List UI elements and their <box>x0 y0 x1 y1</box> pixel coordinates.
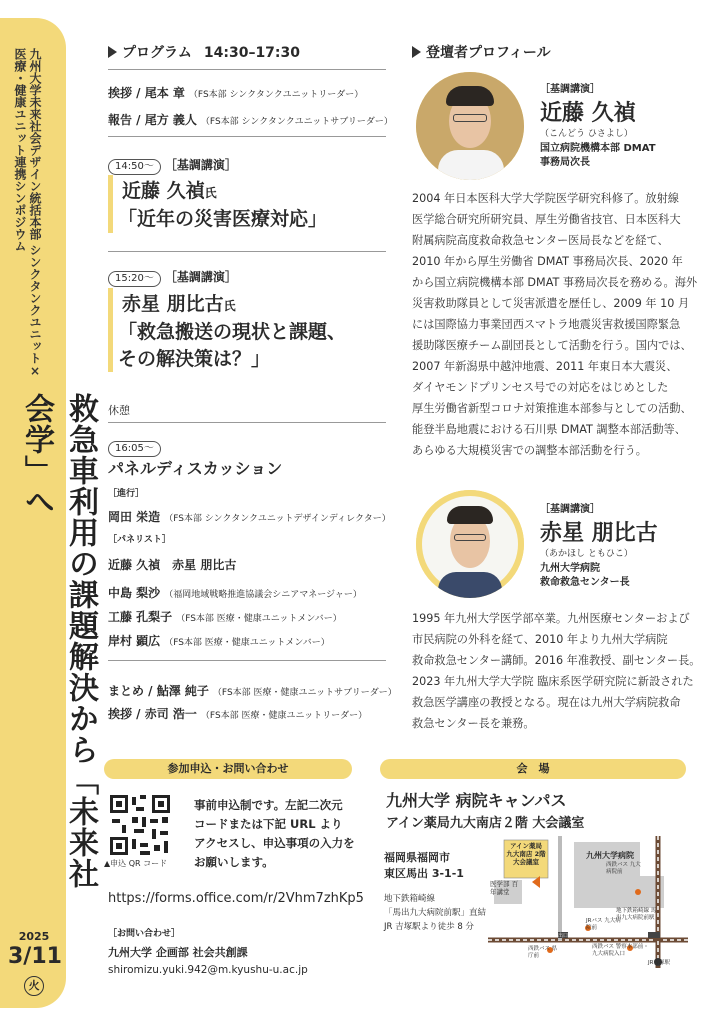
speaker1-kana: （こんどう ひさよし） <box>540 129 633 139</box>
break-label: 休憩 <box>108 404 130 417</box>
greeting-row: 挨拶 / 尾本 章 （FS本部 シンクタンクユニットリーダー） <box>108 86 364 100</box>
talk2-title-line2: その解決策は？」 <box>118 348 271 370</box>
triangle-icon <box>108 46 117 58</box>
panelists-heading: ［パネリスト］ <box>108 535 171 545</box>
contact-org: 九州大学 企画部 社会共創課 <box>108 946 248 959</box>
map-label-hospital: 九州大学病院 <box>586 851 634 860</box>
venue-address: 福岡県福岡市 東区馬出 3-1-1 <box>384 851 464 880</box>
speaker2-photo <box>416 490 524 598</box>
speaker1-affiliation: 国立病院機構本部 DMAT 事務局次長 <box>540 143 656 168</box>
event-year: 2025 <box>18 930 50 943</box>
talk2-header: 15:20～ ［基調講演］ <box>108 266 237 287</box>
map-label-nishibus2: 西鉄バス 警察本部前・九大病院入口 <box>592 944 649 957</box>
contact-heading: ［お問い合わせ］ <box>108 929 181 939</box>
talk2-title-line1: 「救急搬送の現状と課題、 <box>118 321 347 343</box>
triangle-icon <box>412 46 421 58</box>
event-title: 救急車利用の課題解決から「未来社会学」へ <box>19 393 98 889</box>
contact-email-link[interactable]: shiromizu.yuki.942@m.kyushu-u.ac.jp <box>108 964 308 976</box>
map-label-jr: JR吉塚駅 <box>648 960 670 966</box>
talk2-speaker: 赤星 朋比古氏 <box>122 293 236 315</box>
talk1-header: 14:50～ ［基調講演］ <box>108 154 237 175</box>
venue-name: 九州大学 病院キャンパス <box>386 791 567 810</box>
map-label-kenchomae: 西鉄バス 県庁前 <box>528 946 558 959</box>
speaker1-bio: 2004 年日本医科大学大学院医学研究科修了。放射線 医学総合研究所研究員、厚生労働省技官、日本医科大 附属病院高度救命救急センター医局長などを経て、 2010 年から厚生労働省 DMAT 事務局次長、2020 年 から国立病院機構本部 DMAT 事務局次長を務める。海外 災害救助隊員として災害派遣を歴任し、2009 年 10 月 には国際協力事業団西スマトラ地震災害救援国際緊急 援助隊医療チーム副団長として活動を行う。国内では、 2007 年新潟県中越沖地震、2011 年東日本大震災、 ダイヤモンドプリンセス号での対応をはじめとした 厚生労働省新型コロナ対策推進本部参与としての活動、 能登半島地震における石川県 DMAT 調整本部活動等、 あらゆる大規模災害での調整本部活動を行う。 <box>412 192 698 457</box>
map-label-pharmacy: アイン薬局 九大南店 2階 大会議室 <box>506 842 546 866</box>
program-heading: プログラム 14:30–17:30 <box>108 42 300 62</box>
speaker1-role: ［基調講演］ <box>540 84 600 95</box>
map-label-exit: 出口 <box>558 933 569 939</box>
moderator-heading: ［進行］ <box>108 489 145 499</box>
speaker2-role: ［基調講演］ <box>540 504 600 515</box>
speaker1-name: 近藤 久禎 <box>540 101 636 126</box>
panelists-main: 近藤 久禎 赤星 朋比古 <box>108 558 237 572</box>
map-label-nishibus: 西鉄バス 九大病院前 <box>606 862 641 875</box>
venue-room: アイン薬局九大南店２階 大会議室 <box>386 816 585 831</box>
venue-access: 地下鉄箱崎線 「馬出九大病院前駅」直結 JR 吉塚駅より徒歩 8 分 <box>384 894 487 932</box>
event-weekday: 火 <box>24 976 44 996</box>
speaker1-photo <box>416 72 524 180</box>
event-subtitle: 九州大学未来社会デザイン統括本部 シンクタンクユニット×医療・健康ユニット連携シンポジウム <box>13 48 42 379</box>
speaker2-bio: 1995 年九州大学医学部卒業。九州医療センターおよび 市民病院の外科を経て、2010 年より九州大学病院 救命救急センター講師。2016 年准教授、副センター長。 2023 年九州大学大学院 臨床系医学研究院に新設された 救急医学講座の教授となる。現在は九州大学病院救命 救急センター長を兼務。 <box>412 612 701 730</box>
panelist-row: 中島 梨沙 （福岡地域戦略推進協議会シニアマネージャー） <box>108 586 362 600</box>
qr-code-icon[interactable] <box>110 795 170 855</box>
map-label-jrbus: JRバス 九大病院前 <box>586 918 621 931</box>
apply-url-link[interactable]: https://forms.office.com/r/2Vhm7zhKp5 <box>108 891 364 906</box>
title-band <box>0 18 98 1008</box>
apply-heading: 参加申込・お問い合わせ <box>104 759 352 779</box>
apply-instructions: 事前申込制です。左記二次元 コードまたは下記 URL より アクセスし、申込事項の入力を お願いします。 <box>194 798 355 869</box>
panelist-row: 岸村 顕広 （FS本部 医療・健康ユニットメンバー） <box>108 634 330 648</box>
closing-row: 挨拶 / 赤司 浩一 （FS本部 医療・健康ユニットリーダー） <box>108 707 368 721</box>
talk1-speaker: 近藤 久禎氏 <box>122 180 217 202</box>
event-date: 3/11 <box>8 944 62 969</box>
report-row: 報告 / 尾方 義人 （FS本部 シンクタンクユニットサブリーダー） <box>108 113 393 127</box>
map-label-station: 地下鉄箱崎線 馬出九大病院前駅 <box>616 908 657 921</box>
profile-heading: 登壇者プロフィール <box>412 42 551 62</box>
venue-heading: 会 場 <box>380 759 686 779</box>
speaker2-kana: （あかほし ともひこ） <box>540 549 633 559</box>
moderator-row: 岡田 栄造 （FS本部 シンクタンクユニットデザインディレクター） <box>108 510 391 524</box>
panelist-row: 工藤 孔梨子 （FS本部 医療・健康ユニットメンバー） <box>108 610 342 624</box>
panel-time: 16:05～ <box>108 436 165 457</box>
venue-map <box>488 836 688 968</box>
talk1-title: 「近年の災害医療対応」 <box>118 208 328 230</box>
panel-title: パネルディスカッション <box>108 459 283 478</box>
speaker2-affiliation: 九州大学病院 救命救急センター長 <box>540 563 630 588</box>
map-label-medschool: 医学部 百年講堂 <box>490 880 519 896</box>
speaker2-name: 赤星 朋比古 <box>540 521 658 546</box>
summary-row: まとめ / 鮎澤 純子 （FS本部 医療・健康ユニットサブリーダー） <box>108 684 397 698</box>
qr-caption: ▲申込 QR コード <box>104 859 168 868</box>
